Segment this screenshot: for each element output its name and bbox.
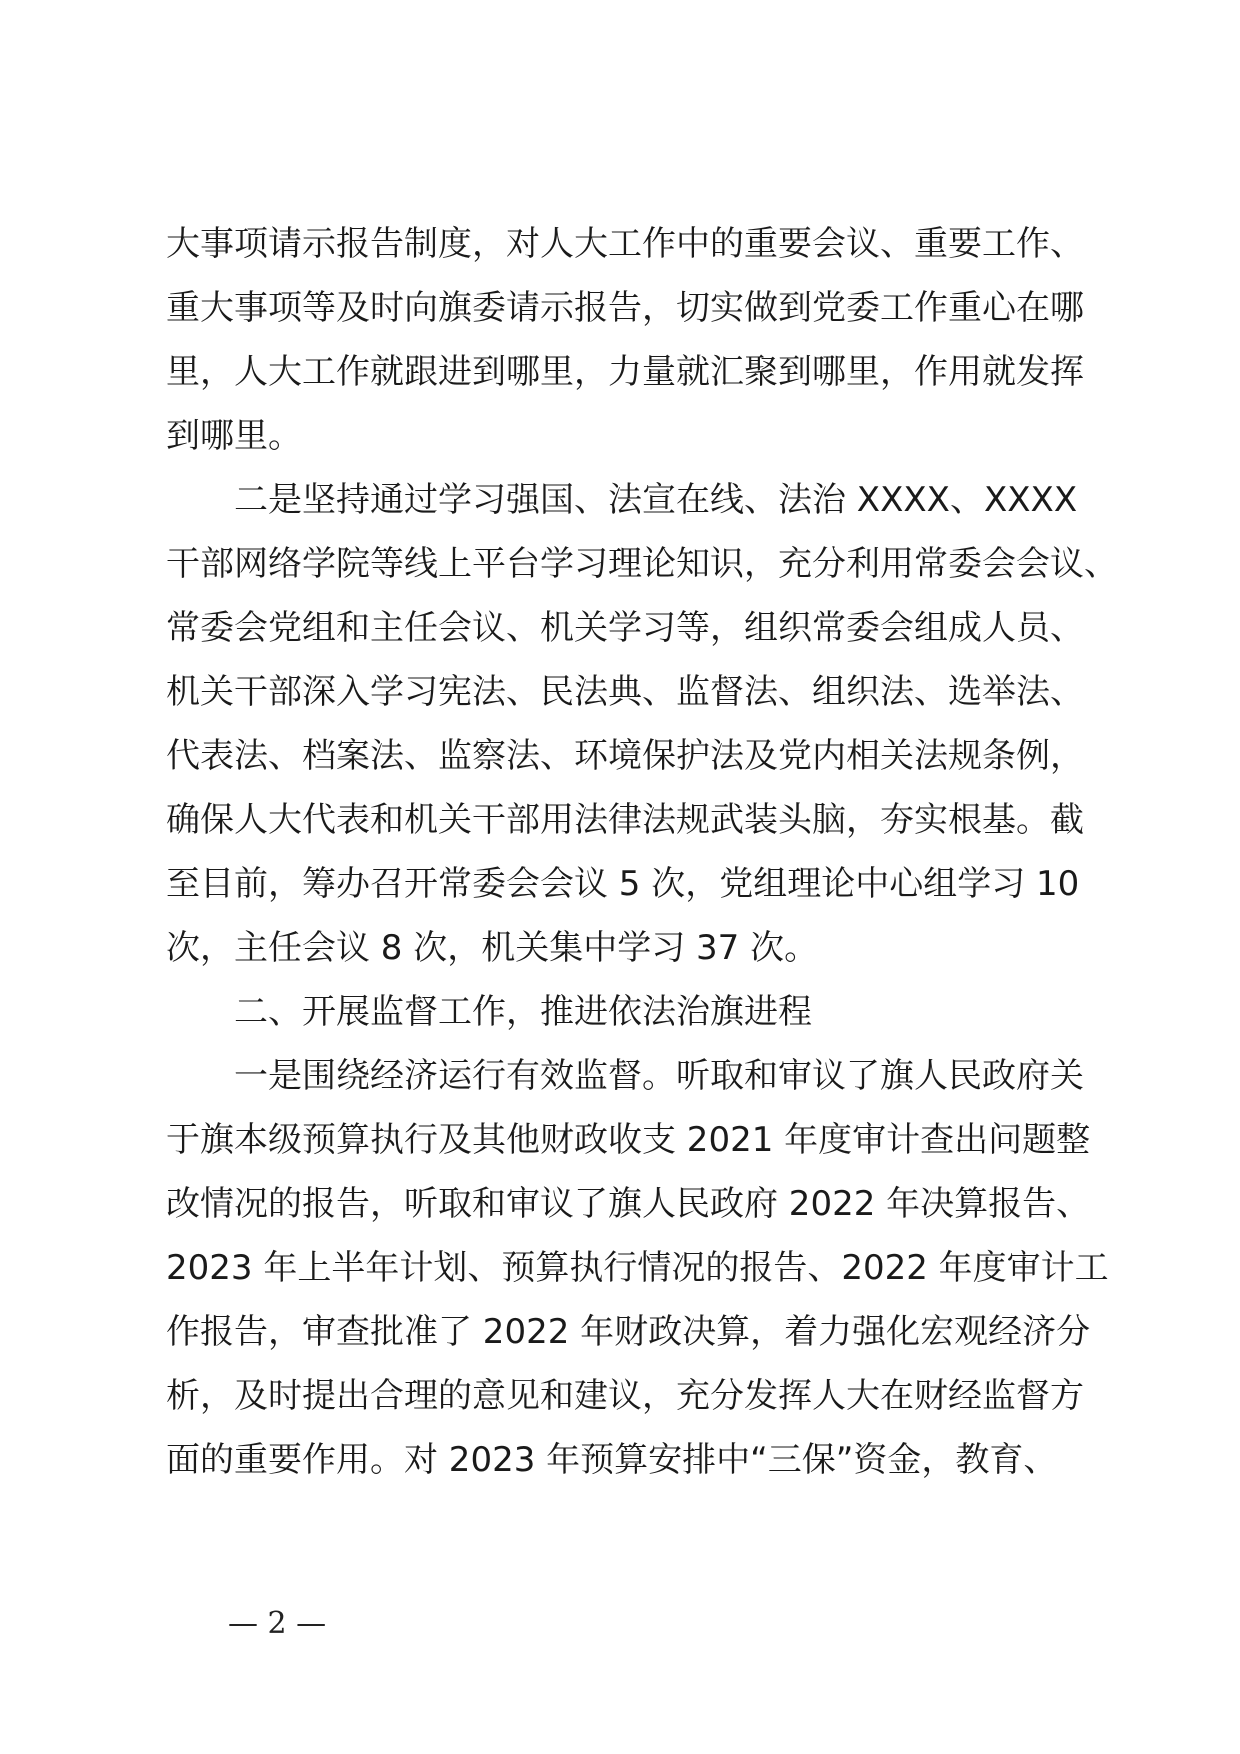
- text-line: 代表法、档案法、监察法、环境保护法及党内相关法规条例，: [166, 736, 1084, 776]
- text-line: 常委会党组和主任会议、机关学习等，组织常委会组成人员、: [166, 608, 1084, 648]
- text-line: 作报告，审查批准了 2022 年财政决算，着力强化宏观经济分: [166, 1312, 1091, 1352]
- text-line: 于旗本级预算执行及其他财政收支 2021 年度审计查出问题整: [166, 1120, 1091, 1160]
- text-line: 到哪里。: [166, 416, 302, 456]
- text-line: 重大事项等及时向旗委请示报告，切实做到党委工作重心在哪: [166, 288, 1084, 328]
- text-line: 2023 年上半年计划、预算执行情况的报告、2022 年度审计工: [166, 1248, 1109, 1288]
- text-line: 面的重要作用。对 2023 年预算安排中“三保”资金，教育、: [166, 1440, 1058, 1480]
- text-line: 里，人大工作就跟进到哪里，力量就汇聚到哪里，作用就发挥: [166, 352, 1084, 392]
- paragraph-start-line: 二是坚持通过学习强国、法宣在线、法治 XXXX、XXXX: [234, 480, 1078, 520]
- paragraph-start-line: 一是围绕经济运行有效监督。听取和审议了旗人民政府关: [234, 1056, 1084, 1096]
- text-line: 机关干部深入学习宪法、民法典、监督法、组织法、选举法、: [166, 672, 1084, 712]
- section-heading: 二、开展监督工作，推进依法治旗进程: [234, 992, 812, 1032]
- body-text: [166, 212, 1118, 1492]
- text-line: 改情况的报告，听取和审议了旗人民政府 2022 年决算报告、: [166, 1184, 1091, 1224]
- text-line: 次，主任会议 8 次，机关集中学习 37 次。: [166, 928, 819, 968]
- page-number: — 2 —: [228, 1606, 327, 1641]
- text-line: 干部网络学院等线上平台学习理论知识，充分利用常委会会议、: [166, 544, 1118, 584]
- text-line: 至目前，筹办召开常委会会议 5 次，党组理论中心组学习 10: [166, 864, 1080, 904]
- text-line: 确保人大代表和机关干部用法律法规武装头脑，夯实根基。截: [166, 800, 1084, 840]
- text-line: 析，及时提出合理的意见和建议，充分发挥人大在财经监督方: [166, 1376, 1084, 1416]
- text-line: 大事项请示报告制度，对人大工作中的重要会议、重要工作、: [166, 224, 1084, 264]
